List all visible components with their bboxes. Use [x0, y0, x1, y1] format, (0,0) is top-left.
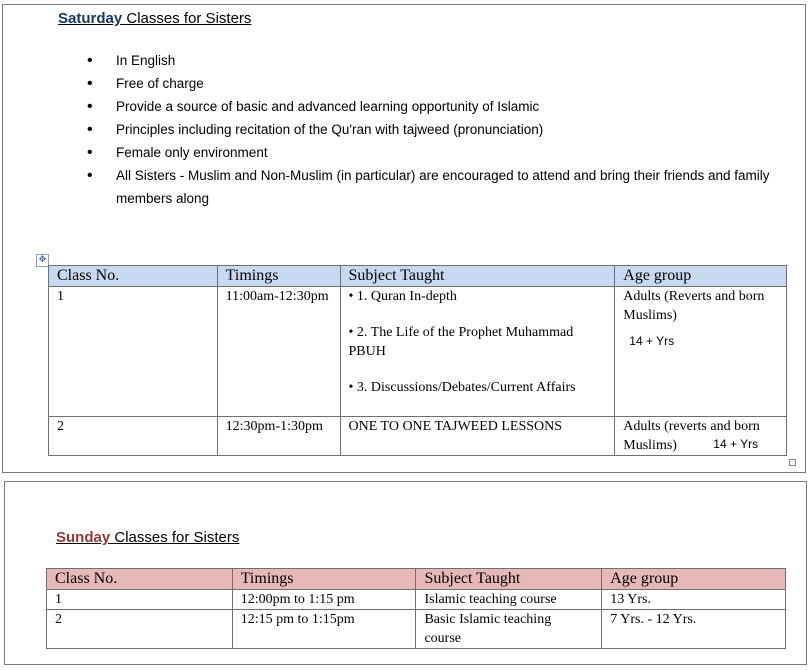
cell-timings: 12:00pm to 1:15 pm [232, 590, 416, 610]
saturday-day-label: Saturday [58, 10, 123, 27]
header-timings: Timings [232, 569, 416, 590]
subject-item: • 1. Quran In-depth [348, 289, 457, 304]
header-timings: Timings [217, 266, 340, 287]
sunday-heading-text: Classes for Sisters [110, 529, 240, 546]
age-note: 14 + Yrs [713, 437, 759, 451]
age-text: Adults (Reverts and born Muslims) [623, 289, 765, 323]
saturday-heading-text: Classes for Sisters [122, 10, 252, 27]
age-note: 14 + Yrs [629, 334, 675, 348]
cell-age-group [615, 287, 787, 417]
cell-timings: 12:30pm-1:30pm [217, 417, 340, 456]
header-subject: Subject Taught [416, 569, 602, 590]
bullet-item: • Free of charge [87, 72, 787, 95]
table-row [47, 610, 786, 649]
bullet-item: • Female only environment [87, 141, 787, 164]
table-move-handle-icon[interactable]: ✥ [36, 254, 49, 267]
sunday-heading [56, 529, 239, 546]
cell-class-no: 1 [49, 287, 218, 417]
bullet-item: • In English [87, 49, 787, 72]
header-class-no: Class No. [49, 266, 218, 287]
saturday-bullet-list [87, 49, 787, 210]
sunday-schedule-table [46, 568, 786, 649]
cell-timings: 11:00am-12:30pm [217, 287, 340, 417]
sunday-day-label: Sunday [56, 529, 111, 546]
table-row [47, 590, 786, 610]
saturday-schedule-table [48, 265, 787, 456]
cell-class-no: 2 [47, 610, 233, 649]
bullet-item: • All Sisters - Muslim and Non-Muslim (in particular) are encouraged to attend and bring their friends and family members along [87, 164, 787, 210]
age-text: Adults (reverts and born Muslims) [623, 419, 760, 453]
cell-subject: Basic Islamic teaching course [416, 610, 602, 649]
bullet-item: • Provide a source of basic and advanced learning opportunity of Islamic [87, 95, 787, 118]
cell-subject: Islamic teaching course [416, 590, 602, 610]
table-header-row [49, 266, 787, 287]
cell-subjects: ONE TO ONE TAJWEED LESSONS [340, 417, 615, 456]
cell-age-group: 7 Yrs. - 12 Yrs. [602, 610, 786, 649]
table-header-row [47, 569, 786, 590]
saturday-heading [58, 10, 251, 27]
cell-class-no: 1 [47, 590, 233, 610]
cell-class-no: 2 [49, 417, 218, 456]
bullet-item: • Principles including recitation of the Qu'ran with tajweed (pronunciation) [87, 118, 787, 141]
table-resize-handle[interactable] [789, 459, 796, 466]
subject-item: • 3. Discussions/Debates/Current Affairs [348, 380, 576, 395]
subject-item: • 2. The Life of the Prophet Muhammad PBUH [348, 325, 574, 359]
cell-age-group [615, 417, 787, 456]
header-subject: Subject Taught [340, 266, 615, 287]
cell-age-group: 13 Yrs. [602, 590, 786, 610]
table-row [49, 417, 787, 456]
cell-subjects [340, 287, 615, 417]
table-row [49, 287, 787, 417]
cell-timings: 12:15 pm to 1:15pm [232, 610, 416, 649]
header-age-group: Age group [615, 266, 787, 287]
header-age-group: Age group [602, 569, 786, 590]
header-class-no: Class No. [47, 569, 233, 590]
